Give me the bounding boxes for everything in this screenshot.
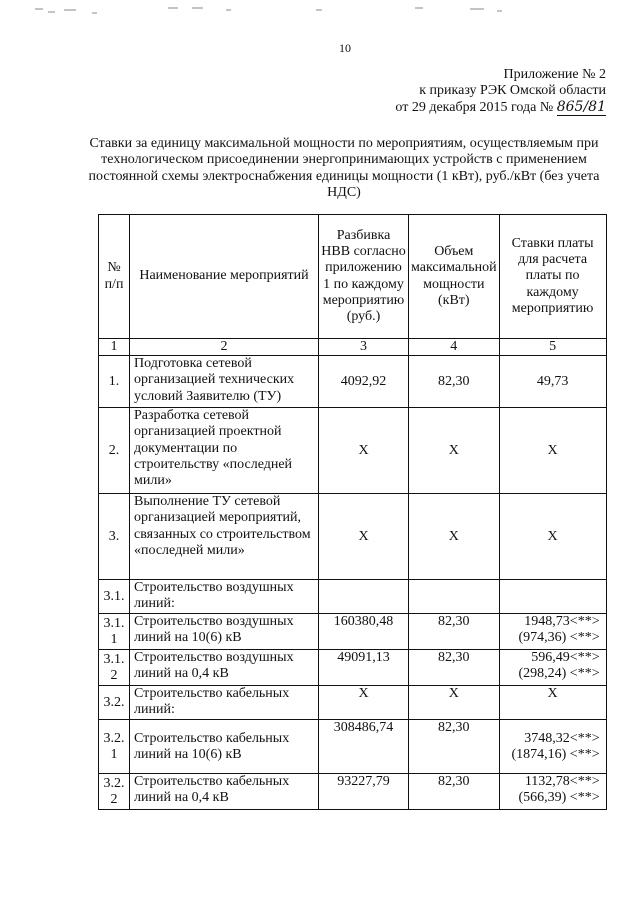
index-cell: 4 — [409, 339, 500, 356]
row-number: 3.1. — [99, 580, 130, 614]
index-cell: 1 — [99, 339, 130, 356]
row-rate: Х — [499, 686, 606, 720]
appendix-date: от 29 декабря 2015 года № — [395, 100, 554, 115]
row-number: 3.2. 1 — [99, 720, 130, 774]
row-nvv: 308486,74 — [319, 720, 409, 774]
row-rate: 1132,78<**> (566,39) <**> — [499, 774, 606, 810]
table-row — [99, 408, 607, 494]
header-nvv: Разбивка НВВ согласно приложению 1 по каждому мероприятию (руб.) — [319, 215, 409, 339]
appendix-line-3 — [395, 100, 606, 116]
table-row — [99, 494, 607, 580]
row-number: 3.1. 1 — [99, 614, 130, 650]
row-nvv: Х — [319, 686, 409, 720]
rates-table — [98, 214, 607, 810]
row-rate: 3748,32<**> (1874,16) <**> — [499, 720, 606, 774]
table-row — [99, 720, 607, 774]
header-number: № п/п — [99, 215, 130, 339]
row-nvv — [319, 580, 409, 614]
handwritten-doc-number: 865/81 — [556, 99, 606, 115]
table-row — [99, 774, 607, 810]
appendix-line-2: к приказу РЭК Омской области — [419, 83, 606, 98]
index-cell: 3 — [319, 339, 409, 356]
row-number: 3.2. 2 — [99, 774, 130, 810]
table-header-row — [99, 215, 607, 339]
table-index-row — [99, 339, 607, 356]
row-power: 82,30 — [409, 356, 500, 408]
page-number: 10 — [339, 41, 351, 55]
index-cell: 5 — [499, 339, 606, 356]
row-name: Строительство воздушных линий на 10(6) кВ — [130, 614, 319, 650]
row-power: Х — [409, 686, 500, 720]
row-rate: 596,49<**> (298,24) <**> — [499, 650, 606, 686]
header-activity-name: Наименование мероприятий — [130, 215, 319, 339]
header-max-power: Объем максимальной мощности (кВт) — [409, 215, 500, 339]
table-row — [99, 686, 607, 720]
row-name: Строительство воздушных линий: — [130, 580, 319, 614]
row-rate: Х — [499, 408, 606, 494]
row-power: 82,30 — [409, 650, 500, 686]
row-rate: Х — [499, 494, 606, 580]
row-nvv: 93227,79 — [319, 774, 409, 810]
row-nvv: 160380,48 — [319, 614, 409, 650]
row-name: Строительство кабельных линий: — [130, 686, 319, 720]
row-power: Х — [409, 494, 500, 580]
row-power: 82,30 — [409, 720, 500, 774]
row-name: Подготовка сетевой организацией технических условий Заявителю (ТУ) — [130, 356, 319, 408]
row-nvv: 4092,92 — [319, 356, 409, 408]
scan-artifacts — [0, 0, 640, 20]
row-nvv: 49091,13 — [319, 650, 409, 686]
row-number: 3. — [99, 494, 130, 580]
row-power: Х — [409, 408, 500, 494]
table-row — [99, 580, 607, 614]
row-name: Выполнение ТУ сетевой организацией мероприятий, связанных со строительством «последней мили» — [130, 494, 319, 580]
row-power — [409, 580, 500, 614]
row-rate: 1948,73<**> (974,36) <**> — [499, 614, 606, 650]
table-row — [99, 356, 607, 408]
row-power: 82,30 — [409, 614, 500, 650]
row-number: 3.2. — [99, 686, 130, 720]
appendix-line-1: Приложение № 2 — [503, 67, 606, 82]
row-name: Разработка сетевой организацией проектной документации по строительству «последней мили» — [130, 408, 319, 494]
row-number: 3.1. 2 — [99, 650, 130, 686]
document-title: Ставки за единицу максимальной мощности по мероприятиям, осуществляемым при технологическом присоединении энергопринимающих устройств с применением постоянной схемы электроснабжения единицы мощности (1 кВт), руб./кВт (без учета НДС) — [88, 136, 600, 200]
row-nvv: Х — [319, 494, 409, 580]
row-name: Строительство кабельных линий на 0,4 кВ — [130, 774, 319, 810]
row-number: 1. — [99, 356, 130, 408]
row-name: Строительство воздушных линий на 0,4 кВ — [130, 650, 319, 686]
row-power: 82,30 — [409, 774, 500, 810]
row-nvv: Х — [319, 408, 409, 494]
table-row — [99, 614, 607, 650]
row-rate: 49,73 — [499, 356, 606, 408]
table-row — [99, 650, 607, 686]
row-name: Строительство кабельных линий на 10(6) кВ — [130, 720, 319, 774]
index-cell: 2 — [130, 339, 319, 356]
row-number: 2. — [99, 408, 130, 494]
row-rate — [499, 580, 606, 614]
header-rate: Ставки платы для расчета платы по каждому мероприятию — [499, 215, 606, 339]
